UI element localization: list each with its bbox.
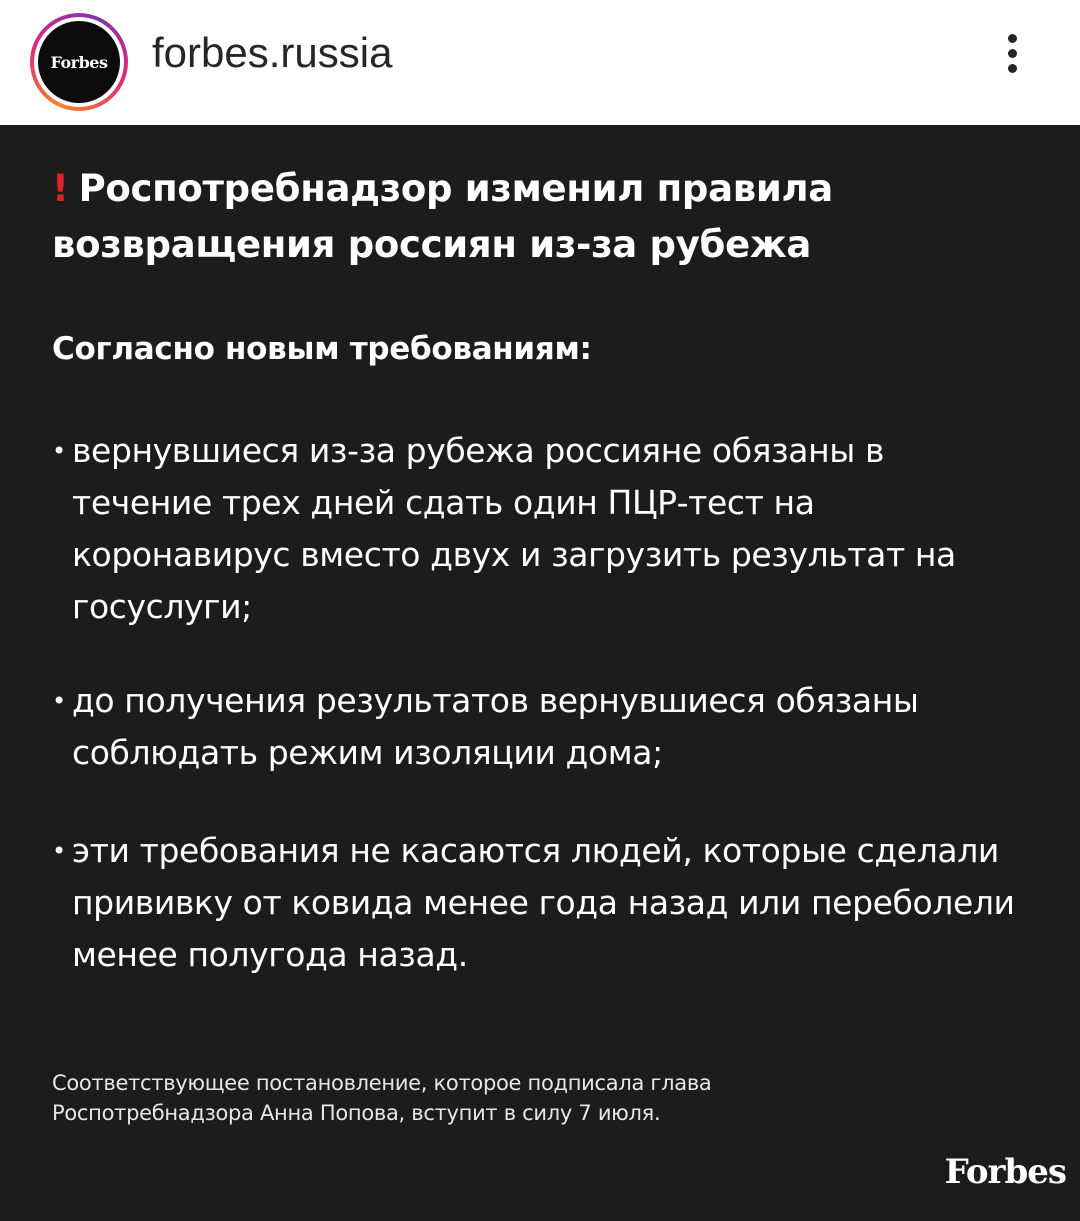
list-item-text: до получения результатов вернувшиеся обязаны соблюдать режим изоляции дома; [72,681,919,772]
post-headline [52,161,1052,273]
post-header [0,0,1080,125]
forbes-logo: Forbes [944,1152,1066,1192]
list-item [52,425,1032,633]
bullet-icon: • [52,437,66,465]
post-image[interactable] [0,125,1080,1221]
bullet-icon: • [52,837,66,865]
list-item [52,825,1032,981]
bullet-icon: • [52,687,66,715]
headline-text: Роспотребнадзор изменил правила возвращения россиян из-за рубежа [52,167,833,266]
list-item [52,675,1032,779]
username[interactable]: forbes.russia [152,29,393,76]
more-vertical-icon[interactable] [996,28,1030,80]
avatar-logo-text: Forbes [50,52,108,72]
post-subheading: Согласно новым требованиям: [52,331,592,367]
story-ring[interactable] [30,13,128,111]
list-item-text: вернувшиеся из-за рубежа россияне обязаны в течение трех дней сдать один ПЦР-тест на коронавирус вместо двух и загрузить результат на госуслуги; [72,431,956,626]
exclamation-icon: ! [52,167,69,210]
list-item-text: эти требования не касаются людей, которые сделали прививку от ковида менее года назад или переболели менее полугода назад. [72,831,1015,974]
post-footnote: Соответствующее постановление, которое подписала глава Роспотребнадзора Анна Попова, вступит в силу 7 июля. [52,1071,712,1125]
avatar[interactable] [38,21,120,103]
